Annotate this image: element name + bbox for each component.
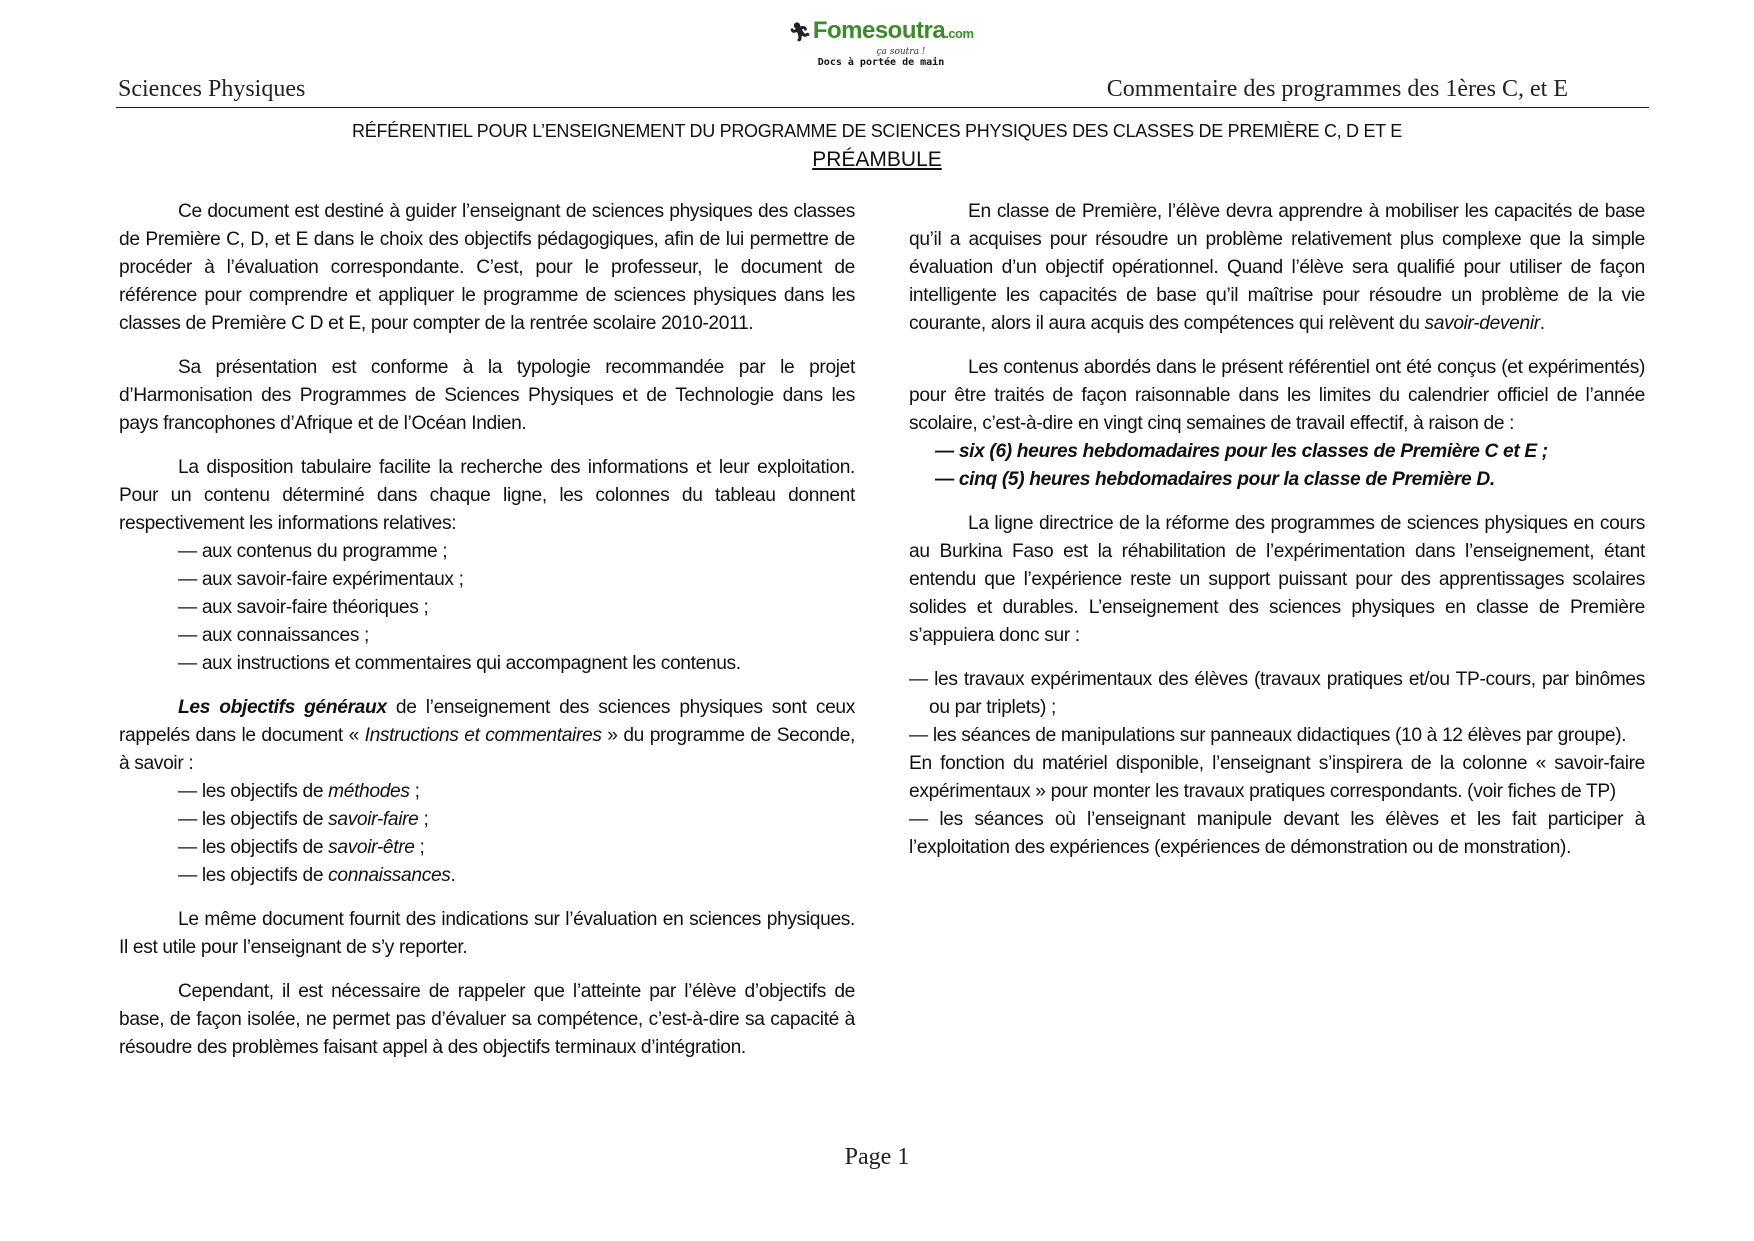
text-run: . <box>1539 313 1545 334</box>
logo-domain-suffix: .com <box>945 26 974 41</box>
text-run: ; <box>418 809 429 830</box>
header-subject: Sciences Physiques <box>118 76 306 102</box>
objectives-list <box>119 778 855 890</box>
list-item: — aux contenus du programme ; <box>178 541 448 562</box>
list-item <box>178 834 855 862</box>
table-columns-list <box>119 538 855 678</box>
text-run: — les objectifs de <box>178 865 329 886</box>
paragraph: Cependant, il est nécessaire de rappeler que l’atteinte par l’élève d’objectifs de base, de façon isolée, ne permet pas d’évaluer sa compétence, c’est-à-dire sa capacité à résoudre des problèmes faisant appel à des objectifs terminaux d’intégration. <box>119 981 855 1058</box>
right-column <box>909 198 1645 862</box>
logo-motto: Docs à portée de main <box>817 57 945 68</box>
header-rule <box>116 107 1649 108</box>
italic-term: savoir-être <box>328 837 415 858</box>
header-document-title: Commentaire des programmes des 1ères C, et E <box>1106 76 1568 102</box>
list-item: — les travaux expérimentaux des élèves (travaux pratiques et/ou TP-cours, par binômes ou par triplets) ; <box>909 669 1645 718</box>
paragraph: Les contenus abordés dans le présent référentiel ont été conçus (et expérimentés) pour être traités de façon raisonnable dans les limites du calendrier officiel de l’année scolaire, c’est-à-dire en vingt cinq semaines de travail effectif, à raison de : <box>909 357 1645 434</box>
list-item: — six (6) heures hebdomadaires pour les classes de Première C et E ; <box>935 441 1548 462</box>
logo-brand: Fomesoutra <box>812 17 946 44</box>
list-item <box>178 778 855 806</box>
text-run: En classe de Première, l’élève devra apprendre à mobiliser les capacités de base qu’il a acquises pour résoudre un problème relativement plus complexe que la simple évaluation d’un objectif opérationnel. Quand l’élève sera qualifié pour utiliser de façon intelligente les capacités de base qu’il maîtrise pour résoudre un problème de la vie courante, alors il aura acquis des compétences qui relèvent du <box>909 201 1645 334</box>
paragraph: En fonction du matériel disponible, l’enseignant s’inspirera de la colonne « savoir-faire expérimentaux » pour monter les travaux pratiques correspondants. (voir fiches de TP) <box>909 753 1645 802</box>
list-item: — aux savoir-faire expérimentaux ; <box>178 569 464 590</box>
italic-term: méthodes <box>328 781 410 802</box>
paragraph: Sa présentation est conforme à la typologie recommandée par le projet d’Harmonisation des Programmes de Sciences Physiques et de Technologie dans les pays francophones d’Afrique et de l’Océan Indien. <box>119 357 855 434</box>
list-item: — aux savoir-faire théoriques ; <box>178 597 429 618</box>
list-item <box>178 806 855 834</box>
logo-brand-line <box>766 18 996 47</box>
italic-term: connaissances <box>328 865 451 886</box>
weekly-hours-list <box>909 438 1645 494</box>
text-run: » du programme de Seconde, à savoir : <box>119 725 856 774</box>
fomesoutra-logo <box>766 18 996 72</box>
text-run: ; <box>409 781 420 802</box>
document-title: RÉFÉRENTIEL POUR L’ENSEIGNEMENT DU PROGRAMME DE SCIENCES PHYSIQUES DES CLASSES DE PREMIÈRE C, D ET E <box>352 121 1402 141</box>
section-heading <box>0 148 1754 172</box>
left-column <box>119 198 855 1078</box>
italic-term: savoir-faire <box>328 809 419 830</box>
bold-lead: Les objectifs généraux <box>178 697 387 718</box>
text-run: ; <box>414 837 425 858</box>
paragraph-general-objectives <box>119 694 855 778</box>
text-run: de l’enseignement des sciences physiques sont ceux rappelés dans le document « <box>119 697 855 746</box>
italic-title: Instructions et commentaires <box>364 725 602 746</box>
text-run: — les objectifs de <box>178 837 329 858</box>
list-item <box>178 862 855 890</box>
paragraph <box>909 198 1645 338</box>
text-run: — les objectifs de <box>178 781 329 802</box>
list-item: — les séances de manipulations sur panneaux didactiques (10 à 12 élèves par groupe). <box>909 725 1627 746</box>
text-run: . <box>450 865 456 886</box>
paragraph: La ligne directrice de la réforme des programmes de sciences physiques en cours au Burkina Faso est la réhabilitation de l’expérimentation dans l’enseignement, étant entendu que l’expérience reste un support puissant pour des apprentissages scolaires solides et durables. L’enseignement des sciences physiques en classe de Première s’appuiera donc sur : <box>909 513 1645 646</box>
list-item: — aux instructions et commentaires qui accompagnent les contenus. <box>178 653 741 674</box>
section-heading-text: PRÉAMBULE <box>812 148 942 171</box>
page-number: Page 1 <box>844 1144 910 1170</box>
list-item: — aux connaissances ; <box>178 625 370 646</box>
italic-term: savoir-devenir <box>1424 313 1540 334</box>
list-item: — les séances où l’enseignant manipule devant les élèves et les fait participer à l’exploitation des expériences (expériences de démonstration ou de monstration). <box>909 809 1645 858</box>
list-item: — cinq (5) heures hebdomadaires pour la classe de Première D. <box>935 469 1495 490</box>
paragraph: Le même document fournit des indications sur l’évaluation en sciences physiques. Il est utile pour l’enseignant de s’y reporter. <box>119 909 855 958</box>
runner-icon: 🏃︎ <box>788 22 811 42</box>
paragraph: La disposition tabulaire facilite la recherche des informations et leur exploitation. Pour un contenu déterminé dans chaque ligne, les colonnes du tableau donnent respectivement les informations relatives: <box>119 457 855 534</box>
logo-tagline: ça soutra ! <box>876 47 926 57</box>
text-run: — les objectifs de <box>178 809 329 830</box>
paragraph: Ce document est destiné à guider l’enseignant de sciences physiques des classes de Première C, D, et E dans le choix des objectifs pédagogiques, afin de lui permettre de procéder à l’évaluation correspondante. C’est, pour le professeur, le document de référence pour comprendre et appliquer le programme de sciences physiques dans les classes de Première C D et E, pour compter de la rentrée scolaire 2010-2011. <box>119 201 855 334</box>
